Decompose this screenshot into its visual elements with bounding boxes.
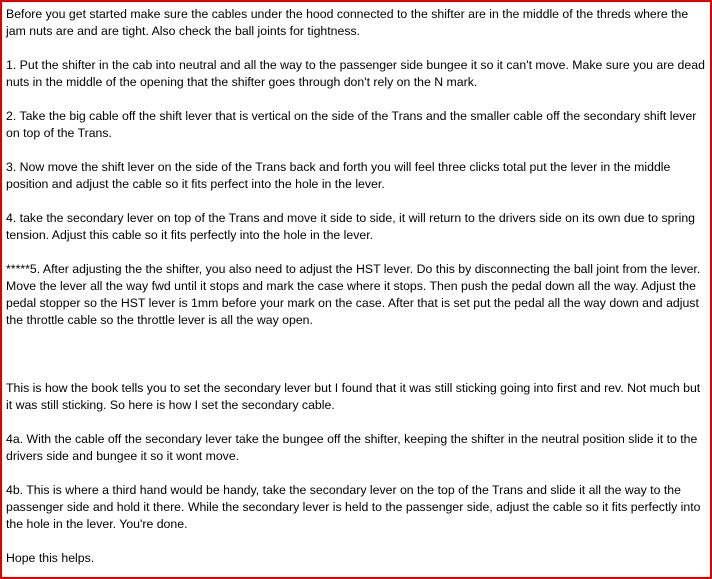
- closing-paragraph: Hope this helps.: [6, 551, 95, 565]
- step-5-paragraph: *****5. After adjusting the the shifter, you also need to adjust the HST lever. Do this by disconnecting the ball joint from the lever. Move the lever all the way fwd until it stops and mark the case where it stops. Then push the pedal down all the way. Adjust the pedal stopper so the HST lever is 1mm before your mark on the case. After that is set put the pedal all the way down and adjust the throttle cable so the throttle lever is all the way open.: [6, 262, 701, 327]
- step-4a-paragraph: 4a. With the cable off the secondary lever take the bungee off the shifter, keeping the shifter in the neutral position slide it to the drivers side and bungee it so it wont move.: [6, 432, 698, 463]
- blank-spacer: [6, 346, 706, 380]
- intro-paragraph: Before you get started make sure the cables under the hood connected to the shifter are in the middle of the threds where the jam nuts are and are tight. Also check the ball joints for tightness.: [6, 7, 689, 38]
- step-3-paragraph: 3. Now move the shift lever on the side of the Trans back and forth you will feel three clicks total put the lever in the middle position and adjust the cable so it fits perfect into the hole in the lever.: [6, 160, 671, 191]
- step-1-paragraph: 1. Put the shifter in the cab into neutral and all the way to the passenger side bungee it so it can't move. Make sure you are dead nuts in the middle of the opening that the shifter goes through don't rely on the N mark.: [6, 58, 705, 89]
- step-4-paragraph: 4. take the secondary lever on top of the Trans and move it side to side, it will return to the drivers side on its own due to spring tension. Adjust this cable so it fits perfectly into the hole in the lever.: [6, 211, 695, 242]
- secondary-lever-note-paragraph: This is how the book tells you to set the secondary lever but I found that it was still sticking going into first and rev. Not much but it was still sticking. So here is how I set the secondary cable.: [6, 381, 701, 412]
- step-4b-paragraph: 4b. This is where a third hand would be handy, take the secondary lever on the top of the Trans and slide it all the way to the passenger side and hold it there. While the secondary lever is held to the passenger side, adjust the cable so it fits perfectly into the hole in the lever. You're done.: [6, 483, 701, 531]
- document-body: [2, 2, 710, 567]
- step-2-paragraph: 2. Take the big cable off the shift lever that is vertical on the side of the Trans and the smaller cable off the secondary shift lever on top of the Trans.: [6, 109, 697, 140]
